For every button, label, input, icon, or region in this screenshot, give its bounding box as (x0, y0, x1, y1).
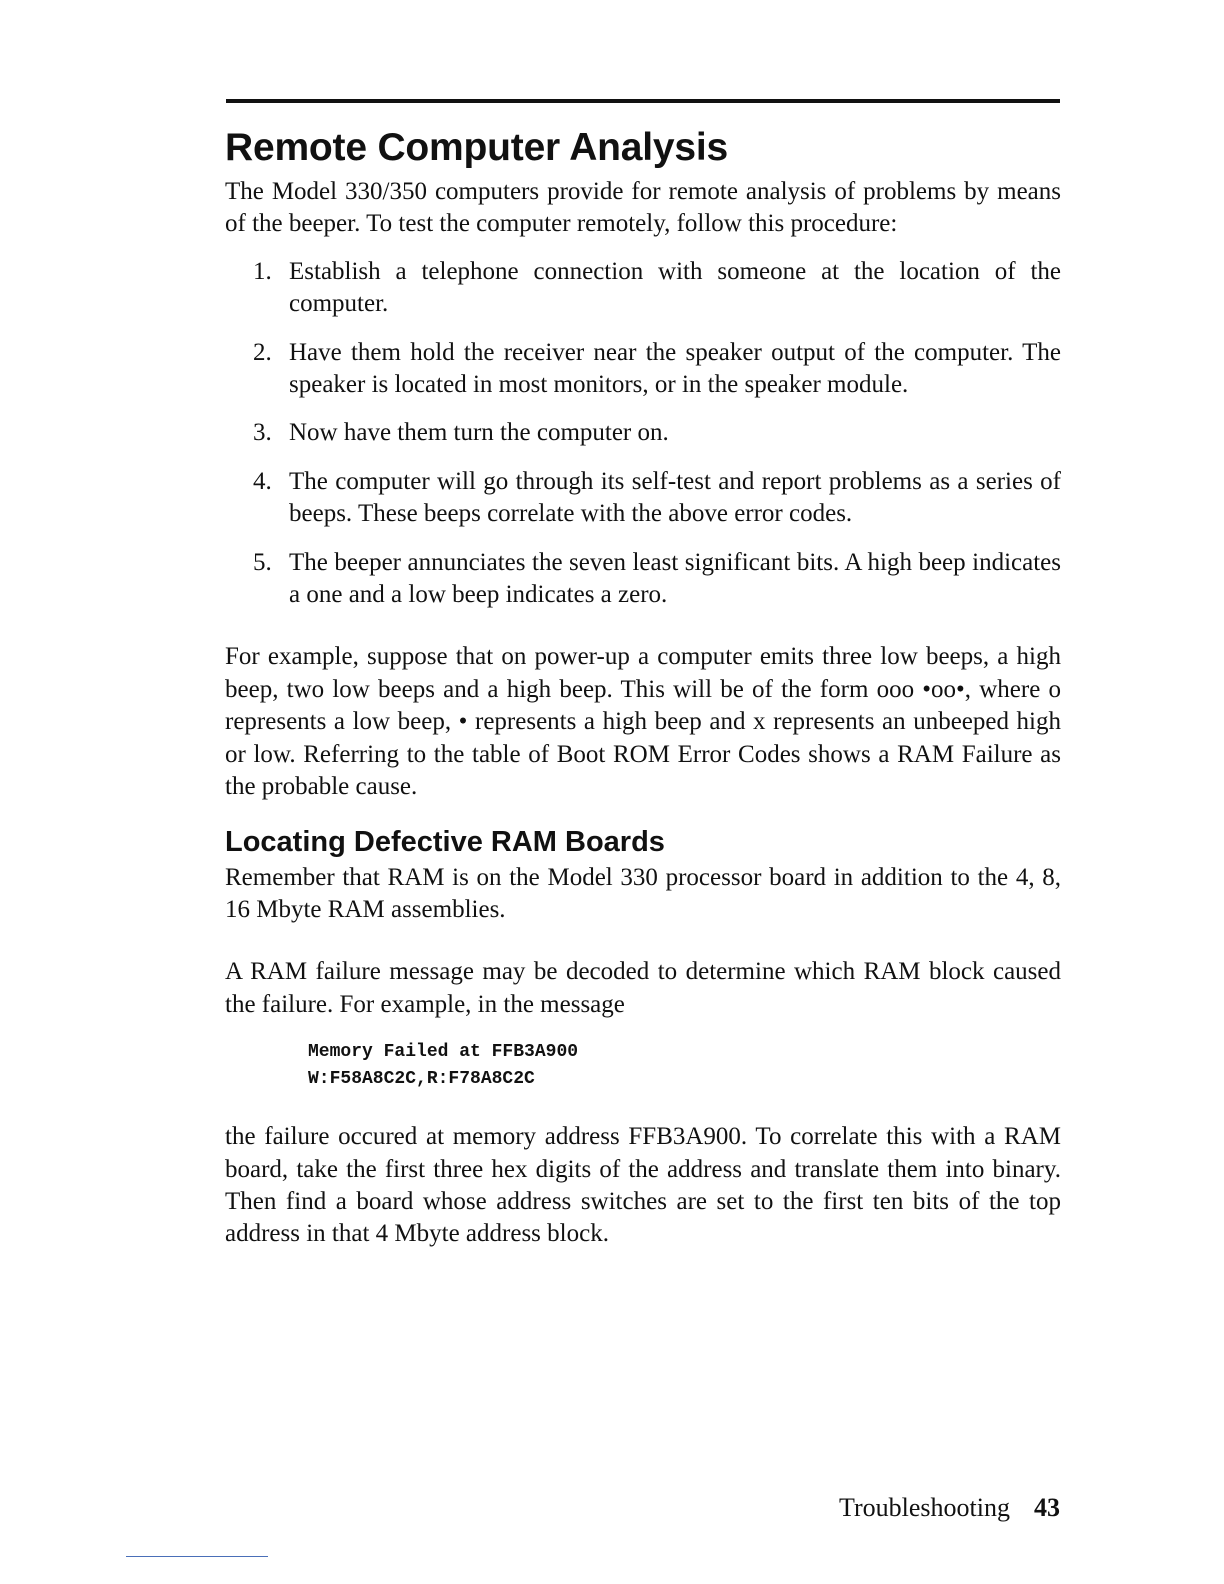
page-number: 43 (1034, 1493, 1060, 1522)
step-number: 1. (253, 257, 272, 285)
decode-paragraph: the failure occured at memory address FFB3A900. To correlate this with a RAM board, take the first three hex digits of the address and translate them into binary. Then find a board whose address switches are set to the first ten bits of the top address in that 4 Mbyte address block. (225, 1123, 1061, 1248)
example-paragraph: For example, suppose that on power-up a computer emits three low beeps, a high beep, two low beeps and a high beep. This will be of the form ooo •oo•, where o represents a low beep, • represents a high beep and x represents an unbeeped high or low. Referring to the table of Boot ROM Error Codes shows a RAM Failure as the probable cause. (225, 643, 1061, 801)
ram-failure-paragraph: A RAM failure message may be decoded to determine which RAM block caused the failure. For example, in the message (225, 958, 1061, 1018)
section-title: Remote Computer Analysis (225, 126, 729, 169)
step-number: 5. (253, 548, 272, 576)
list-item (225, 256, 1061, 321)
code-line: W:F58A8C2C,R:F78A8C2C (308, 1069, 535, 1090)
step-text: Establish a telephone connection with someone at the location of the computer. (289, 257, 1061, 318)
footer-chapter: Troubleshooting (839, 1493, 1010, 1522)
intro-paragraph: The Model 330/350 computers provide for remote analysis of problems by means of the beeper. To test the computer remotely, follow this procedure: (225, 178, 1061, 238)
page-footer (600, 1491, 1060, 1525)
list-item (225, 547, 1061, 612)
list-item (225, 337, 1061, 402)
error-message-code (308, 1039, 1061, 1093)
subsection-title: Locating Defective RAM Boards (225, 825, 665, 858)
step-number: 3. (253, 419, 272, 447)
step-number: 2. (253, 338, 272, 366)
bottom-line (126, 1556, 268, 1557)
page-content (225, 120, 1061, 1251)
step-text: The beeper annunciates the seven least significant bits. A high beep indicates a one and a low beep indicates a zero. (289, 548, 1061, 609)
list-item (225, 417, 1061, 449)
step-text: Have them hold the receiver near the speaker output of the computer. The speaker is located in most monitors, or in the speaker module. (289, 338, 1061, 399)
step-text: Now have them turn the computer on. (289, 419, 669, 447)
step-number: 4. (253, 467, 272, 495)
list-item (225, 466, 1061, 531)
top-rule (226, 99, 1060, 103)
ram-location-paragraph: Remember that RAM is on the Model 330 processor board in addition to the 4, 8, 16 Mbyte RAM assemblies. (225, 863, 1061, 923)
procedure-list (225, 256, 1061, 612)
step-text: The computer will go through its self-test and report problems as a series of beeps. These beeps correlate with the above error codes. (289, 467, 1061, 528)
code-line: Memory Failed at FFB3A900 (308, 1042, 579, 1063)
